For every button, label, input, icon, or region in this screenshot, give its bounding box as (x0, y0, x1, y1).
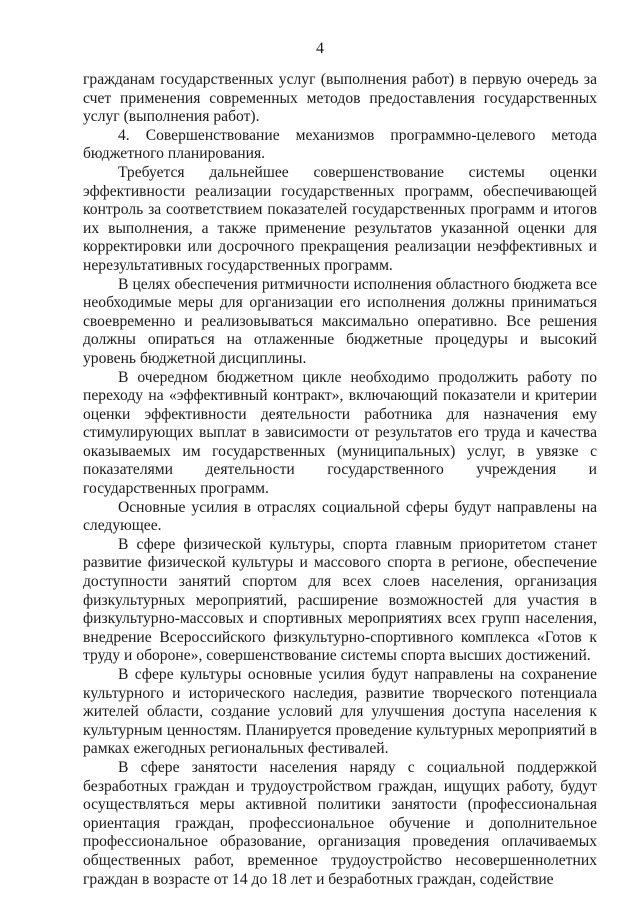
paragraph-section-4-heading: 4. Совершенствование механизмов программно-целевого метода бюджетного планирования. (83, 126, 597, 163)
paragraph-budget-rhythm: В целях обеспечения ритмичности исполнения областного бюджета все необходимые меры для организации его исполнения должны приниматься своевременно и реализовываться максимально оперативно. Все решения должны опираться на отлаженные бюджетные процедуры и высокий уровень бюджетной дисциплины. (83, 275, 597, 367)
document-body (83, 71, 597, 889)
paragraph-program-evaluation: Требуется дальнейшее совершенствование системы оценки эффективности реализации государственных программ, обеспечивающей контроль за соответствием показателей государственных программ и итогов их выполнения, а также применение результатов указанной оценки для корректировки или досрочного прекращения реализации неэффективных и нерезультативных государственных программ. (83, 163, 597, 274)
paragraph-culture: В сфере культуры основные усилия будут направлены на сохранение культурного и исторического наследия, развитие творческого потенциала жителей области, создание условий для улучшения доступа населения к культурным ценностям. Планируется проведение культурных мероприятий в рамках ежегодных региональных фестивалей. (83, 666, 597, 758)
paragraph-effective-contract: В очередном бюджетном цикле необходимо продолжить работу по переходу на «эффективный контракт», включающий показатели и критерии оценки эффективности деятельности работника для назначения ему стимулирующих выплат в зависимости от результатов его труда и качества оказываемых им государственных (муниципальных) услуг, в увязке с показателями деятельности государственного учреждения и государственных программ. (83, 368, 597, 498)
page-number: 4 (316, 40, 324, 57)
paragraph-continuation: гражданам государственных услуг (выполнения работ) в первую очередь за счет применения современных методов предоставления государственных услуг (выполнения работ). (83, 71, 597, 126)
paragraph-social-sphere-intro: Основные усилия в отраслях социальной сферы будут направлены на следующее. (83, 498, 597, 535)
paragraph-employment: В сфере занятости населения наряду с социальной поддержкой безработных граждан и трудоустройством граждан, ищущих работу, будут осуществляться меры активной политики занятости (профессиональная ориентация граждан, профессиональное обучение и дополнительное профессиональное образование, организация проведения оплачиваемых общественных работ, временное трудоустройство несовершеннолетних граждан в возрасте от 14 до 18 лет и безработных граждан, содействие (83, 758, 597, 888)
paragraph-physical-culture: В сфере физической культуры, спорта главным приоритетом станет развитие физической культуры и массового спорта в регионе, обеспечение доступности занятий спортом для всех слоев населения, организация физкультурных мероприятий, расширение возможностей для участия в физкультурно-массовых и спортивных мероприятиях всех групп населения, внедрение Всероссийского физкультурно-спортивного комплекса «Готов к труду и обороне», совершенствование системы спорта высших достижений. (83, 535, 597, 665)
